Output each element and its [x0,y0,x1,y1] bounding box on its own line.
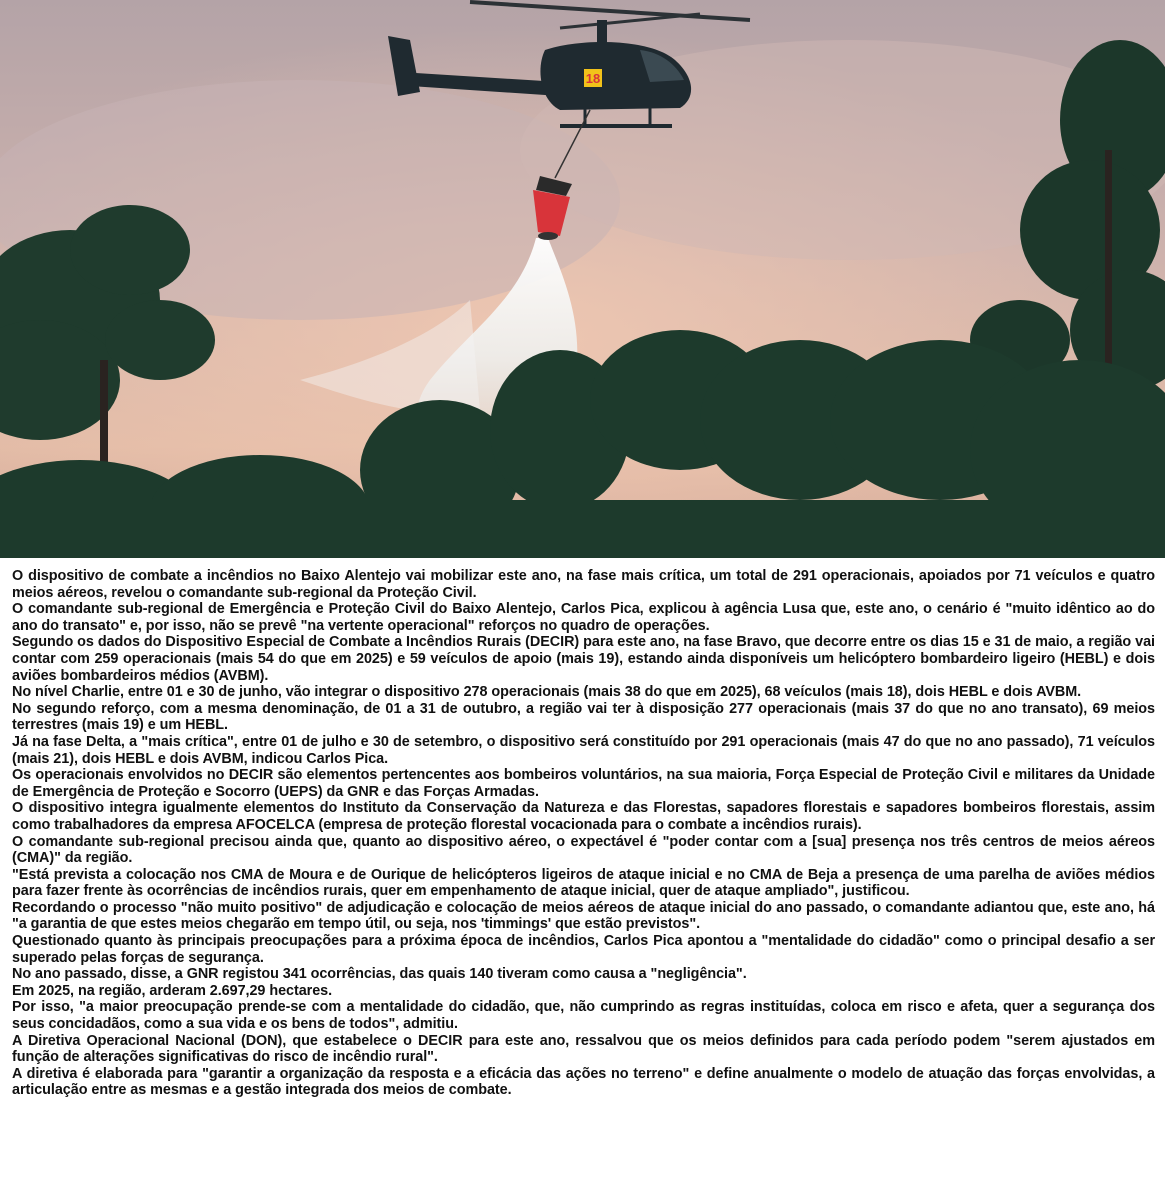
article-paragraph: A Diretiva Operacional Nacional (DON), que estabelece o DECIR para este ano, ressalvou que os meios definidos para cada período podem "serem ajustados em função de alterações significativas do risco de incêndio rural". [12,1032,1155,1066]
article-paragraph: Por isso, "a maior preocupação prende-se com a mentalidade do cidadão, que, não cumprindo as regras instituídas, coloca em risco e afeta, quer a segurança dos seus concidadãos, como a sua vida e os bens de todos", admitiu. [12,999,1155,1033]
article-paragraph: Já na fase Delta, a "mais crítica", entre 01 de julho e 30 de setembro, o dispositivo será constituído por 291 operacionais (mais 47 do que no ano passado), 71 veículos (mais 21), dois HEBL e dois AVBM, indicou Carlos Pica. [12,733,1155,767]
article-paragraph: "Está prevista a colocação nos CMA de Moura e de Ourique de helicópteros ligeiros de ataque inicial e no CMA de Beja a presença de uma parelha de aviões médios para fazer frente às ocorrências de incêndios rurais, quer em empenhamento de ataque inicial, quer de ataque ampliado", justificou. [12,866,1155,900]
rotor-mast [597,20,607,44]
article-paragraph: Os operacionais envolvidos no DECIR são elementos pertencentes aos bombeiros voluntários, na sua maioria, Força Especial de Proteção Civil e militares da Unidade de Emergência de Proteção e Socorro (UEPS) da GNR e das Forças Armadas. [12,767,1155,800]
article-paragraph: No nível Charlie, entre 01 e 30 de junho, vão integrar o dispositivo 278 operacionais (mais 38 do que em 2025), 68 veículos (mais 18), dois HEBL e dois AVBM. [12,684,1082,701]
article-paragraph: A diretiva é elaborada para "garantir a organização da resposta e a eficácia das ações no terreno" e define anualmente o modelo de atuação das forças envolvidas, a articulação entre as mesmas e a gestão integrada dos meios de combate. [12,1065,1155,1099]
article-paragraph: O comandante sub-regional precisou ainda que, quanto ao dispositivo aéreo, o expectável é "poder contar com a [sua] presença nos três centros de meios aéreos (CMA)" da região. [12,833,1155,867]
article-paragraph: O comandante sub-regional de Emergência e Proteção Civil do Baixo Alentejo, Carlos Pica, explicou à agência Lusa que, este ano, o cenário é "muito idêntico ao do ano do transato" e, por isso, não se prevê "na vertente operacional" reforços no quadro de operações. [12,601,1155,634]
article-paragraph: No ano passado, disse, a GNR registou 341 ocorrências, das quais 140 tiveram como causa a "negligência". [12,966,747,983]
article-paragraph: Em 2025, na região, arderam 2.697,29 hectares. [12,982,333,999]
aircraft-number: 18 [585,71,601,86]
bucket-outlet [538,232,558,240]
article-paragraph: O dispositivo de combate a incêndios no Baixo Alentejo vai mobilizar este ano, na fase mais crítica, um total de 291 operacionais, apoiados por 71 veículos e quatro meios aéreos, revelou o comandante sub-regional da Proteção Civil. [12,568,1155,601]
article-paragraph: O dispositivo integra igualmente elementos do Instituto da Conservação da Natureza e das Florestas, sapadores florestais e sapadores bombeiros florestais, assim como trabalhadores da empresa AFOCELCA (empresa de proteção florestal vocacionada para o combate a incêndios rurais). [12,800,1155,833]
article-paragraph: Questionado quanto às principais preocupações para a próxima época de incêndios, Carlos Pica apontou a "mentalidade do cidadão" como o principal desafio a ser superado pelas forças de segurança. [12,933,1155,966]
article-paragraph: Recordando o processo "não muito positivo" de adjudicação e colocação de meios aéreos de ataque inicial do ano passado, o comandante adiantou que, este ano, há "a garantia de que estes meios chegarão em tempo útil, ou seja, nos 'timmings' que estão previstos". [12,899,1155,933]
article-paragraph: Segundo os dados do Dispositivo Especial de Combate a Incêndios Rurais (DECIR) para este ano, na fase Bravo, que decorre entre os dias 15 e 31 de maio, a região vai contar com 259 operacionais (mais 54 do que em 2025) e 59 veículos de apoio (mais 19), estando ainda disponíveis um helicóptero bombardeiro ligeiro (HEBL) e dois aviões bombardeiros médios (AVBM). [12,634,1155,684]
article-paragraph: No segundo reforço, com a mesma denominação, de 01 a 31 de outubro, a região vai ter à disposição 277 operacionais (mais 37 do que no ano transato), 69 meios terrestres (mais 19) e um HEBL. [12,700,1155,734]
helicopter-wildfire-illustration [0,0,1165,558]
news-photo [0,0,1165,558]
article-body [0,558,1165,1200]
